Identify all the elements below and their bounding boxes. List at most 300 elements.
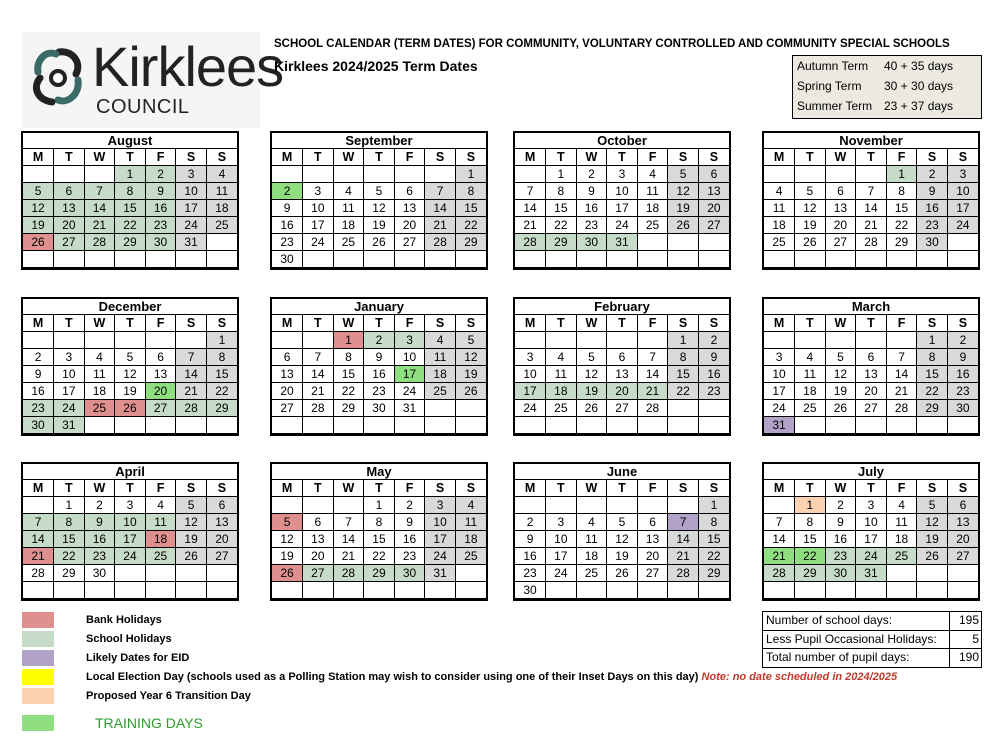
empty-day-cell bbox=[206, 565, 237, 582]
day-cell: 13 bbox=[607, 366, 638, 383]
empty-day-cell bbox=[455, 582, 486, 599]
election-day-text: Local Election Day (schools used as a Polling Station may wish to consider using one of their Inset Days on this day) bbox=[86, 671, 699, 683]
empty-day-cell bbox=[698, 251, 729, 268]
empty-day-cell bbox=[272, 166, 303, 183]
empty-day-cell bbox=[23, 332, 54, 349]
weekday-label: M bbox=[764, 480, 795, 497]
day-cell: 18 bbox=[764, 217, 795, 234]
term-days: 40 + 35 days bbox=[884, 59, 954, 73]
day-cell: 18 bbox=[206, 200, 237, 217]
day-cell: 20 bbox=[637, 548, 668, 565]
day-cell: 10 bbox=[607, 183, 638, 200]
week-row bbox=[764, 234, 978, 251]
month-calendar-january bbox=[270, 297, 488, 436]
day-cell: 8 bbox=[206, 349, 237, 366]
weekday-label: F bbox=[637, 149, 668, 166]
day-cell: 7 bbox=[84, 183, 115, 200]
day-cell: 2 bbox=[698, 332, 729, 349]
summary-row bbox=[763, 631, 981, 650]
empty-day-cell bbox=[333, 166, 364, 183]
day-cell: 1 bbox=[668, 332, 699, 349]
term-days: 30 + 30 days bbox=[884, 79, 954, 93]
empty-day-cell bbox=[425, 251, 456, 268]
weekday-label: T bbox=[364, 149, 395, 166]
day-cell: 29 bbox=[455, 234, 486, 251]
day-cell: 12 bbox=[23, 200, 54, 217]
day-cell: 16 bbox=[576, 200, 607, 217]
day-cell: 23 bbox=[515, 565, 546, 582]
empty-day-cell bbox=[825, 166, 856, 183]
day-cell: 16 bbox=[917, 200, 948, 217]
empty-day-cell bbox=[795, 417, 826, 434]
empty-day-cell bbox=[23, 251, 54, 268]
day-cell: 4 bbox=[84, 349, 115, 366]
term-row bbox=[793, 56, 981, 76]
week-row bbox=[23, 582, 237, 599]
day-cell: 18 bbox=[425, 366, 456, 383]
empty-day-cell bbox=[115, 565, 146, 582]
week-row bbox=[515, 582, 729, 599]
empty-day-cell bbox=[455, 251, 486, 268]
weekday-label: T bbox=[607, 480, 638, 497]
empty-day-cell bbox=[795, 582, 826, 599]
empty-day-cell bbox=[54, 332, 85, 349]
day-cell: 6 bbox=[637, 514, 668, 531]
kirklees-logo bbox=[22, 32, 284, 128]
empty-day-cell bbox=[546, 251, 577, 268]
weekday-header-row bbox=[23, 149, 237, 166]
day-cell: 20 bbox=[303, 548, 334, 565]
day-cell: 13 bbox=[947, 514, 978, 531]
day-cell: 19 bbox=[917, 531, 948, 548]
day-cell: 2 bbox=[23, 349, 54, 366]
month-title: June bbox=[515, 464, 729, 480]
day-cell: 26 bbox=[115, 400, 146, 417]
day-cell: 5 bbox=[917, 497, 948, 514]
week-row bbox=[515, 366, 729, 383]
day-cell: 22 bbox=[54, 548, 85, 565]
empty-day-cell bbox=[607, 582, 638, 599]
day-cell: 13 bbox=[145, 366, 176, 383]
weekday-label: T bbox=[856, 149, 887, 166]
weekday-label: F bbox=[886, 480, 917, 497]
weekday-label: F bbox=[394, 315, 425, 332]
day-cell: 25 bbox=[425, 383, 456, 400]
day-cell: 22 bbox=[206, 383, 237, 400]
day-cell: 6 bbox=[145, 349, 176, 366]
day-cell: 8 bbox=[333, 349, 364, 366]
weekday-label: T bbox=[795, 480, 826, 497]
day-cell: 6 bbox=[54, 183, 85, 200]
day-cell: 2 bbox=[394, 497, 425, 514]
day-cell: 30 bbox=[576, 234, 607, 251]
summary-value: 195 bbox=[958, 613, 979, 627]
day-cell: 24 bbox=[54, 400, 85, 417]
day-cell: 10 bbox=[546, 531, 577, 548]
empty-day-cell bbox=[54, 166, 85, 183]
day-cell: 14 bbox=[176, 366, 207, 383]
weekday-label: W bbox=[84, 315, 115, 332]
day-cell: 9 bbox=[364, 349, 395, 366]
day-cell: 23 bbox=[947, 383, 978, 400]
week-row bbox=[515, 251, 729, 268]
weekday-label: W bbox=[84, 480, 115, 497]
summary-value: 5 bbox=[972, 631, 979, 646]
day-cell: 1 bbox=[206, 332, 237, 349]
day-cell: 14 bbox=[637, 366, 668, 383]
week-row bbox=[764, 417, 978, 434]
day-cell: 28 bbox=[764, 565, 795, 582]
day-cell: 19 bbox=[115, 383, 146, 400]
empty-day-cell bbox=[272, 417, 303, 434]
weekday-label: S bbox=[176, 149, 207, 166]
empty-day-cell bbox=[425, 417, 456, 434]
day-cell: 7 bbox=[856, 183, 887, 200]
empty-day-cell bbox=[698, 234, 729, 251]
day-cell: 7 bbox=[176, 349, 207, 366]
week-row bbox=[515, 565, 729, 582]
day-cell: 17 bbox=[176, 200, 207, 217]
day-cell: 16 bbox=[364, 366, 395, 383]
weekday-label: W bbox=[333, 480, 364, 497]
day-cell: 31 bbox=[607, 234, 638, 251]
day-cell: 2 bbox=[364, 332, 395, 349]
day-cell: 5 bbox=[576, 349, 607, 366]
weekday-label: S bbox=[176, 315, 207, 332]
empty-day-cell bbox=[54, 251, 85, 268]
month-title: July bbox=[764, 464, 978, 480]
week-row bbox=[764, 565, 978, 582]
day-cell: 7 bbox=[668, 514, 699, 531]
day-cell: 25 bbox=[455, 548, 486, 565]
day-cell: 30 bbox=[272, 251, 303, 268]
term-days: 23 + 37 days bbox=[884, 99, 954, 113]
weekday-label: T bbox=[54, 315, 85, 332]
weekday-label: W bbox=[576, 149, 607, 166]
day-cell: 30 bbox=[145, 234, 176, 251]
day-cell: 7 bbox=[515, 183, 546, 200]
day-cell: 2 bbox=[515, 514, 546, 531]
empty-day-cell bbox=[668, 417, 699, 434]
weekday-label: T bbox=[115, 480, 146, 497]
day-cell: 10 bbox=[394, 349, 425, 366]
week-row bbox=[764, 366, 978, 383]
empty-day-cell bbox=[303, 582, 334, 599]
empty-day-cell bbox=[176, 565, 207, 582]
day-cell: 13 bbox=[698, 183, 729, 200]
day-cell: 11 bbox=[886, 514, 917, 531]
empty-day-cell bbox=[886, 582, 917, 599]
day-cell: 16 bbox=[394, 531, 425, 548]
weekday-label: F bbox=[886, 315, 917, 332]
day-cell: 2 bbox=[145, 166, 176, 183]
day-cell: 3 bbox=[176, 166, 207, 183]
month-title: February bbox=[515, 299, 729, 315]
empty-day-cell bbox=[84, 251, 115, 268]
empty-day-cell bbox=[303, 417, 334, 434]
day-cell: 4 bbox=[206, 166, 237, 183]
day-cell: 25 bbox=[145, 548, 176, 565]
term-row bbox=[793, 96, 981, 116]
empty-day-cell bbox=[333, 251, 364, 268]
empty-day-cell bbox=[546, 332, 577, 349]
day-cell: 26 bbox=[364, 234, 395, 251]
month-calendar-december bbox=[21, 297, 239, 436]
weekday-label: W bbox=[576, 315, 607, 332]
day-cell: 13 bbox=[206, 514, 237, 531]
weekday-label: T bbox=[364, 480, 395, 497]
weekday-label: S bbox=[425, 480, 456, 497]
month-calendar-may bbox=[270, 462, 488, 601]
day-cell: 12 bbox=[455, 349, 486, 366]
day-cell: 25 bbox=[576, 565, 607, 582]
day-cell: 11 bbox=[795, 366, 826, 383]
day-cell: 1 bbox=[795, 497, 826, 514]
weekday-header-row bbox=[272, 149, 486, 166]
day-cell: 23 bbox=[145, 217, 176, 234]
week-row bbox=[764, 183, 978, 200]
empty-day-cell bbox=[576, 251, 607, 268]
day-cell: 31 bbox=[425, 565, 456, 582]
day-cell: 6 bbox=[825, 183, 856, 200]
weekday-header-row bbox=[272, 315, 486, 332]
weekday-label: T bbox=[546, 480, 577, 497]
day-cell: 4 bbox=[546, 349, 577, 366]
day-cell: 23 bbox=[364, 383, 395, 400]
empty-day-cell bbox=[176, 417, 207, 434]
weekday-label: S bbox=[455, 149, 486, 166]
day-cell: 9 bbox=[515, 531, 546, 548]
day-cell: 30 bbox=[947, 400, 978, 417]
empty-day-cell bbox=[145, 417, 176, 434]
day-cell: 23 bbox=[272, 234, 303, 251]
week-row bbox=[272, 183, 486, 200]
day-cell: 27 bbox=[206, 548, 237, 565]
month-calendar-august bbox=[21, 131, 239, 270]
month-title: August bbox=[23, 133, 237, 149]
week-row bbox=[272, 565, 486, 582]
month-calendar-november bbox=[762, 131, 980, 270]
empty-day-cell bbox=[764, 251, 795, 268]
weekday-label: T bbox=[364, 315, 395, 332]
day-cell: 16 bbox=[698, 366, 729, 383]
day-cell: 14 bbox=[764, 531, 795, 548]
weekday-label: W bbox=[333, 149, 364, 166]
day-cell: 29 bbox=[115, 234, 146, 251]
day-cell: 17 bbox=[515, 383, 546, 400]
weekday-header-row bbox=[764, 149, 978, 166]
empty-day-cell bbox=[576, 417, 607, 434]
day-cell: 6 bbox=[607, 349, 638, 366]
weekday-header-row bbox=[515, 480, 729, 497]
month-title: January bbox=[272, 299, 486, 315]
day-cell: 28 bbox=[303, 400, 334, 417]
week-row bbox=[272, 217, 486, 234]
term-row bbox=[793, 76, 981, 96]
day-cell: 3 bbox=[394, 332, 425, 349]
day-cell: 6 bbox=[394, 183, 425, 200]
month-title: April bbox=[23, 464, 237, 480]
day-cell: 1 bbox=[886, 166, 917, 183]
day-cell: 14 bbox=[856, 200, 887, 217]
empty-day-cell bbox=[764, 166, 795, 183]
week-row bbox=[515, 531, 729, 548]
day-cell: 10 bbox=[947, 183, 978, 200]
day-cell: 24 bbox=[607, 217, 638, 234]
weekday-label: T bbox=[795, 315, 826, 332]
empty-day-cell bbox=[425, 400, 456, 417]
weekday-label: S bbox=[206, 480, 237, 497]
day-cell: 21 bbox=[886, 383, 917, 400]
month-calendar-june bbox=[513, 462, 731, 601]
legend-label-bank-holidays: Bank Holidays bbox=[86, 614, 162, 626]
day-cell: 18 bbox=[637, 200, 668, 217]
empty-day-cell bbox=[886, 332, 917, 349]
day-cell: 13 bbox=[54, 200, 85, 217]
empty-day-cell bbox=[145, 251, 176, 268]
day-cell: 28 bbox=[515, 234, 546, 251]
empty-day-cell bbox=[668, 400, 699, 417]
weekday-header-row bbox=[515, 315, 729, 332]
day-cell: 28 bbox=[668, 565, 699, 582]
summary-row bbox=[763, 612, 981, 631]
month-title: October bbox=[515, 133, 729, 149]
empty-day-cell bbox=[23, 582, 54, 599]
day-cell: 2 bbox=[917, 166, 948, 183]
day-cell: 21 bbox=[425, 217, 456, 234]
day-cell: 7 bbox=[764, 514, 795, 531]
empty-day-cell bbox=[637, 417, 668, 434]
day-cell: 3 bbox=[303, 183, 334, 200]
week-row bbox=[23, 332, 237, 349]
day-cell: 15 bbox=[333, 366, 364, 383]
day-cell: 18 bbox=[145, 531, 176, 548]
day-cell: 14 bbox=[886, 366, 917, 383]
day-cell: 5 bbox=[115, 349, 146, 366]
month-calendar-february bbox=[513, 297, 731, 436]
weekday-label: S bbox=[698, 480, 729, 497]
empty-day-cell bbox=[947, 234, 978, 251]
summary-row bbox=[763, 649, 981, 667]
day-cell: 26 bbox=[917, 548, 948, 565]
week-row bbox=[23, 366, 237, 383]
day-cell: 4 bbox=[145, 497, 176, 514]
empty-day-cell bbox=[303, 166, 334, 183]
day-cell: 27 bbox=[947, 548, 978, 565]
empty-day-cell bbox=[272, 582, 303, 599]
day-cell: 2 bbox=[947, 332, 978, 349]
weekday-label: S bbox=[698, 315, 729, 332]
week-row bbox=[23, 531, 237, 548]
day-cell: 11 bbox=[145, 514, 176, 531]
weekday-label: M bbox=[272, 480, 303, 497]
week-row bbox=[272, 417, 486, 434]
day-cell: 9 bbox=[947, 349, 978, 366]
day-cell: 21 bbox=[637, 383, 668, 400]
pupil-days-summary bbox=[762, 611, 982, 668]
day-cell: 19 bbox=[668, 200, 699, 217]
empty-day-cell bbox=[886, 251, 917, 268]
week-row bbox=[272, 582, 486, 599]
day-cell: 9 bbox=[23, 366, 54, 383]
weekday-label: M bbox=[515, 480, 546, 497]
day-cell: 30 bbox=[515, 582, 546, 599]
document-subtitle: SCHOOL CALENDAR (TERM DATES) FOR COMMUNITY, VOLUNTARY CONTROLLED AND COMMUNITY SPECIAL SCHOOLS bbox=[274, 38, 950, 50]
day-cell: 13 bbox=[825, 200, 856, 217]
week-row bbox=[764, 582, 978, 599]
day-cell: 5 bbox=[455, 332, 486, 349]
day-cell: 6 bbox=[272, 349, 303, 366]
day-cell: 11 bbox=[576, 531, 607, 548]
day-cell: 15 bbox=[206, 366, 237, 383]
day-cell: 10 bbox=[764, 366, 795, 383]
weekday-label: S bbox=[455, 480, 486, 497]
day-cell: 17 bbox=[764, 383, 795, 400]
weekday-label: F bbox=[637, 315, 668, 332]
day-cell: 4 bbox=[795, 349, 826, 366]
month-calendar-july bbox=[762, 462, 980, 601]
day-cell: 18 bbox=[576, 548, 607, 565]
empty-day-cell bbox=[455, 417, 486, 434]
day-cell: 11 bbox=[84, 366, 115, 383]
day-cell: 14 bbox=[84, 200, 115, 217]
day-cell: 27 bbox=[698, 217, 729, 234]
day-cell: 24 bbox=[303, 234, 334, 251]
empty-day-cell bbox=[515, 332, 546, 349]
day-cell: 29 bbox=[886, 234, 917, 251]
legend-swatch-bank-holidays bbox=[22, 612, 54, 628]
day-cell: 9 bbox=[84, 514, 115, 531]
day-cell: 12 bbox=[668, 183, 699, 200]
day-cell: 22 bbox=[455, 217, 486, 234]
week-row bbox=[764, 251, 978, 268]
document-title: Kirklees 2024/2025 Term Dates bbox=[274, 58, 478, 74]
day-cell: 30 bbox=[23, 417, 54, 434]
day-cell: 22 bbox=[886, 217, 917, 234]
day-cell: 9 bbox=[145, 183, 176, 200]
month-calendar-september bbox=[270, 131, 488, 270]
day-cell: 11 bbox=[764, 200, 795, 217]
weekday-label: F bbox=[145, 149, 176, 166]
empty-day-cell bbox=[795, 166, 826, 183]
weekday-label: M bbox=[764, 315, 795, 332]
empty-day-cell bbox=[698, 582, 729, 599]
day-cell: 5 bbox=[607, 514, 638, 531]
weekday-header-row bbox=[764, 315, 978, 332]
month-calendar-april bbox=[21, 462, 239, 601]
day-cell: 29 bbox=[333, 400, 364, 417]
day-cell: 14 bbox=[23, 531, 54, 548]
day-cell: 24 bbox=[515, 400, 546, 417]
day-cell: 28 bbox=[176, 400, 207, 417]
empty-day-cell bbox=[668, 497, 699, 514]
week-row bbox=[272, 548, 486, 565]
empty-day-cell bbox=[856, 417, 887, 434]
legend-swatch-school-holidays bbox=[22, 631, 54, 647]
week-row bbox=[272, 234, 486, 251]
week-row bbox=[764, 514, 978, 531]
month-title: December bbox=[23, 299, 237, 315]
day-cell: 21 bbox=[515, 217, 546, 234]
day-cell: 3 bbox=[947, 166, 978, 183]
day-cell: 18 bbox=[795, 383, 826, 400]
day-cell: 20 bbox=[825, 217, 856, 234]
weekday-header-row bbox=[23, 315, 237, 332]
day-cell: 1 bbox=[546, 166, 577, 183]
empty-day-cell bbox=[795, 332, 826, 349]
week-row bbox=[23, 183, 237, 200]
day-cell: 18 bbox=[455, 531, 486, 548]
